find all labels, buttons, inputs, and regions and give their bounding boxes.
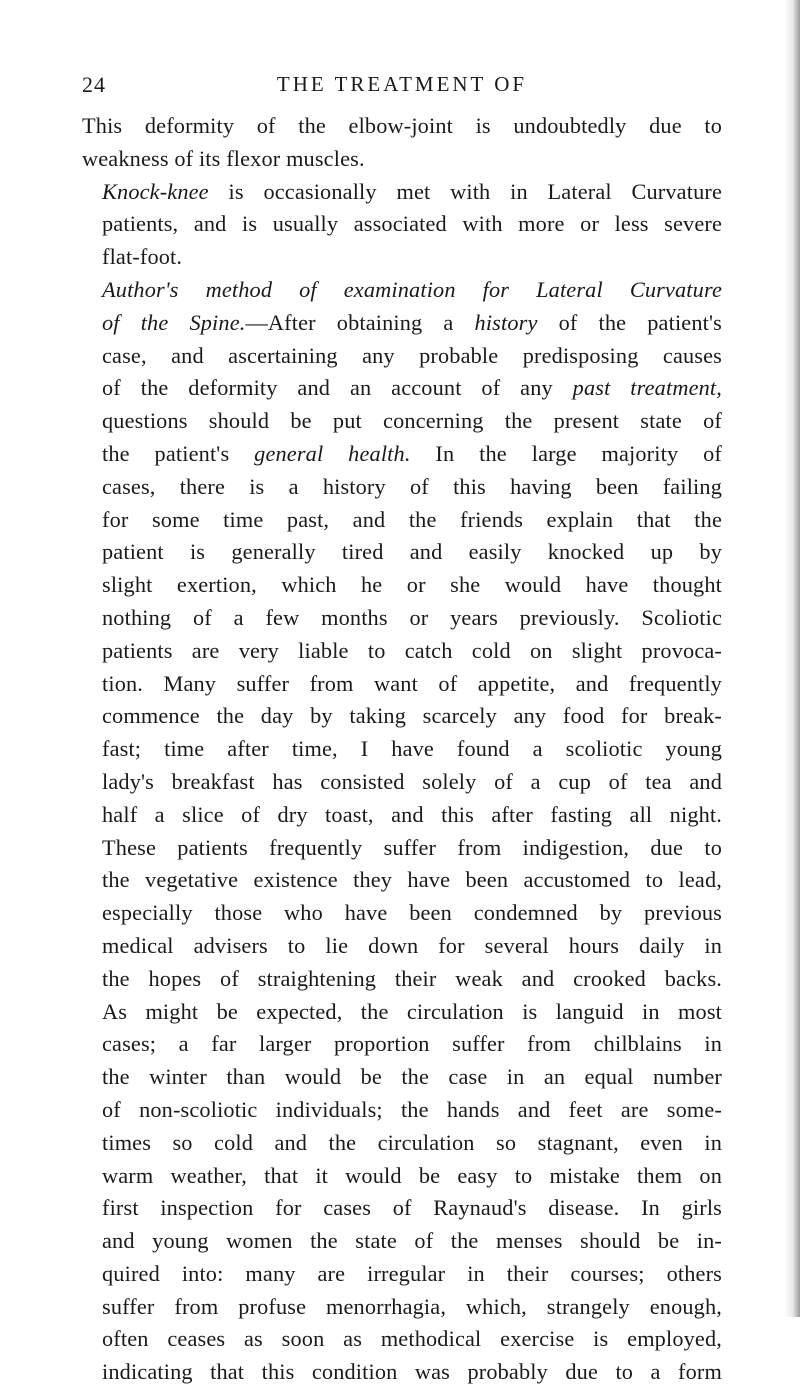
text-line: medical advisers to lie down for several hours daily in bbox=[102, 932, 722, 958]
text-span: the patient's bbox=[102, 440, 255, 466]
text-line: for some time past, and the friends explain that the bbox=[102, 506, 722, 532]
text-line: warm weather, that it would be easy to mistake them on bbox=[102, 1162, 722, 1188]
paragraph-knock-knee bbox=[82, 176, 722, 274]
text-line: cases; a far larger proportion suffer from chilblains in bbox=[102, 1031, 722, 1057]
section-heading: Author's method of examination for Lateral Curvature bbox=[102, 276, 722, 302]
text-line: slight exertion, which he or she would have thought bbox=[102, 572, 722, 598]
text-line: often ceases as soon as methodical exercise is employed, bbox=[102, 1326, 722, 1352]
text-line: This deformity of the elbow-joint is undoubtedly due to bbox=[82, 113, 722, 138]
text-line: the hopes of straightening their weak and crooked backs. bbox=[102, 965, 722, 991]
page-number: 24 bbox=[82, 72, 106, 97]
paragraph-examination-method bbox=[82, 274, 722, 1389]
text-line: nothing of a few months or years previously. Scoliotic bbox=[102, 604, 722, 630]
history-term: history bbox=[474, 309, 538, 335]
text-line: patients are very liable to catch cold on slight provoca- bbox=[102, 637, 722, 663]
text-line: especially those who have been condemned by previous bbox=[102, 900, 722, 926]
text-line: the winter than would be the case in an equal number bbox=[102, 1064, 722, 1090]
section-heading-cont: of the Spine. bbox=[102, 309, 246, 335]
page-header bbox=[82, 72, 722, 102]
text-line bbox=[82, 307, 722, 340]
text-line: As might be expected, the circulation is languid in most bbox=[102, 998, 722, 1024]
text-span: is occasionally met with in Lateral Curvature bbox=[208, 178, 722, 204]
text-line: fast; time after time, I have found a scoliotic young bbox=[102, 736, 722, 762]
general-health-term: general health. bbox=[254, 440, 411, 466]
text-line: cases, there is a history of this having been failing bbox=[102, 473, 722, 499]
text-line: commence the day by taking scarcely any food for break- bbox=[102, 703, 722, 729]
knock-knee-term: Knock-knee bbox=[102, 178, 209, 204]
body-text bbox=[82, 110, 722, 1389]
text-line: These patients frequently suffer from indigestion, due to bbox=[102, 834, 722, 860]
text-line: lady's breakfast has consisted solely of a cup of tea and bbox=[102, 768, 722, 794]
page-edge-shadow bbox=[784, 0, 800, 1317]
text-line: quired into: many are irregular in their courses; others bbox=[102, 1260, 722, 1286]
text-span: of the patient's bbox=[537, 309, 722, 335]
text-line: tion. Many suffer from want of appetite, and frequently bbox=[102, 670, 722, 696]
section-heading-line bbox=[82, 274, 722, 307]
text-line: first inspection for cases of Raynaud's disease. In girls bbox=[102, 1195, 722, 1221]
text-span: of the deformity and an account of any bbox=[102, 375, 573, 401]
text-line: questions should be put concerning the present state of bbox=[102, 408, 722, 434]
text-line: case, and ascertaining any probable predisposing causes bbox=[102, 342, 722, 368]
past-treatment-term: past treatment, bbox=[572, 375, 722, 401]
text-line: the vegetative existence they have been accustomed to lead, bbox=[102, 867, 722, 893]
text-line: flat-foot. bbox=[102, 244, 183, 270]
text-line: of non-scoliotic individuals; the hands and feet are some- bbox=[102, 1096, 722, 1122]
text-line: patients, and is usually associated with more or less severe bbox=[102, 211, 722, 237]
text-line: indicating that this condition was probably due to a form bbox=[102, 1359, 722, 1385]
text-line: weakness of its flexor muscles. bbox=[82, 145, 365, 171]
text-line: times so cold and the circulation so stagnant, even in bbox=[102, 1129, 722, 1155]
text-span: —After obtaining a bbox=[245, 309, 475, 335]
text-line: suffer from profuse menorrhagia, which, strangely enough, bbox=[102, 1293, 722, 1319]
text-line bbox=[82, 372, 722, 405]
paragraph-elbow-deformity bbox=[82, 110, 722, 176]
text-line bbox=[82, 438, 722, 471]
text-line: patient is generally tired and easily knocked up by bbox=[102, 539, 722, 565]
text-line: and young women the state of the menses should be in- bbox=[102, 1228, 722, 1254]
running-title: THE TREATMENT OF bbox=[276, 72, 528, 96]
text-span: In the large majority of bbox=[410, 440, 722, 466]
text-line: half a slice of dry toast, and this after fasting all night. bbox=[102, 801, 722, 827]
text-line bbox=[82, 176, 722, 209]
